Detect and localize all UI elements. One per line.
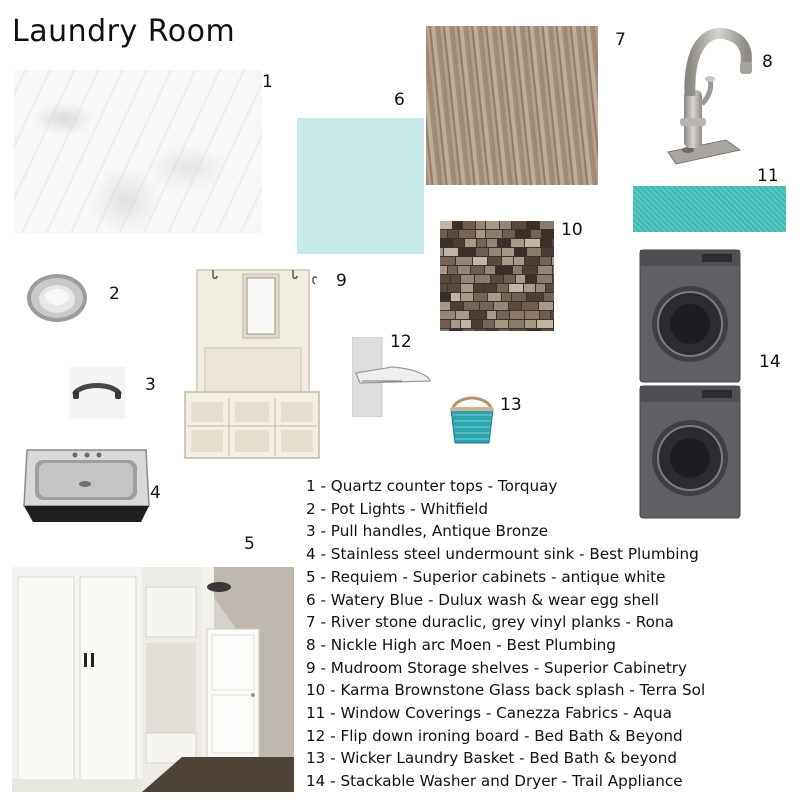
legend-item-9: 9 - Mudroom Storage shelves - Superior Cabinetry — [306, 658, 688, 677]
mosaic-tile — [497, 284, 508, 292]
mosaic-tile — [470, 311, 486, 319]
mosaic-tile — [475, 275, 490, 283]
mosaic-tile — [463, 329, 475, 331]
mosaic-tile — [552, 239, 554, 247]
mosaic-tile — [509, 284, 523, 292]
mosaic-tile — [456, 257, 472, 265]
mosaic-tile — [538, 266, 552, 274]
mosaic-tile — [440, 293, 450, 301]
mosaic-tile — [461, 284, 473, 292]
mosaic-tile — [512, 293, 526, 301]
legend-item-8: 8 - Nickle High arc Moen - Best Plumbing — [306, 635, 616, 654]
label-3: 3 — [145, 375, 156, 395]
mosaic-tile — [527, 248, 541, 256]
mosaic-tile — [500, 221, 511, 229]
mosaic-tile — [536, 284, 545, 292]
mosaic-tile — [514, 257, 524, 265]
mosaic-tile — [540, 311, 550, 319]
mosaic-tile — [464, 302, 479, 310]
label-6: 6 — [394, 90, 405, 110]
mosaic-tile — [542, 230, 554, 238]
mosaic-tile — [451, 275, 460, 283]
mosaic-tile — [524, 284, 535, 292]
mosaic-tile — [509, 320, 524, 328]
mosaic-tile — [542, 248, 553, 256]
mosaic-tile — [528, 329, 540, 331]
mosaic-tile — [497, 311, 509, 319]
mosaic-tile — [440, 230, 447, 238]
legend-item-3: 3 - Pull handles, Antique Bronze — [306, 522, 549, 541]
mosaic-tile — [476, 248, 488, 256]
mosaic-tile — [440, 257, 455, 265]
mosaic-tile — [440, 275, 450, 283]
label-1: 1 — [262, 72, 273, 92]
tile-backsplash-icon — [440, 221, 554, 331]
mosaic-tile — [495, 320, 508, 328]
paint-swatch-icon — [297, 118, 424, 254]
mosaic-tile — [444, 248, 458, 256]
mosaic-tile — [440, 266, 447, 274]
mosaic-tile — [448, 284, 460, 292]
mosaic-tile — [463, 221, 475, 229]
mosaic-tile — [511, 329, 527, 331]
mosaic-tile — [551, 311, 554, 319]
legend-item-7: 7 - River stone duraclic, grey vinyl planks - Rona — [306, 613, 674, 632]
mudroom-shelves-icon — [183, 264, 321, 462]
mosaic-tile — [525, 311, 539, 319]
label-12: 12 — [390, 332, 412, 352]
legend-item-11: 11 - Window Coverings - Canezza Fabrics - Aqua — [306, 704, 672, 723]
mosaic-tile — [451, 302, 463, 310]
mosaic-tile — [553, 266, 554, 274]
laundry-basket-icon — [447, 393, 497, 445]
mosaic-tile — [552, 257, 554, 265]
mosaic-tile — [461, 293, 473, 301]
legend-item-6: 6 - Watery Blue - Dulux wash & wear egg shell — [306, 590, 659, 609]
mosaic-tile — [485, 266, 495, 274]
mosaic-tile — [553, 275, 554, 283]
mosaic-tile — [540, 221, 554, 229]
mosaic-tile — [503, 230, 515, 238]
mosaic-tile — [525, 320, 536, 328]
mosaic-tile — [456, 311, 469, 319]
mosaic-tile — [458, 266, 470, 274]
fabric-swatch-icon — [633, 186, 786, 232]
mosaic-tile — [459, 248, 475, 256]
mosaic-tile — [461, 320, 471, 328]
legend-item-14: 14 - Stackable Washer and Dryer - Trail Appliance — [306, 772, 683, 791]
mosaic-tile — [515, 248, 526, 256]
mosaic-tile — [440, 311, 455, 319]
mosaic-tile — [504, 275, 515, 283]
legend-item-12: 12 - Flip down ironing board - Bed Bath & Beyond — [306, 726, 683, 745]
mosaic-tile — [465, 239, 476, 247]
mosaic-tile — [537, 275, 552, 283]
mosaic-tile — [522, 302, 538, 310]
sink-icon — [23, 444, 150, 524]
mosaic-tile — [473, 257, 487, 265]
label-11: 11 — [757, 166, 779, 186]
mosaic-tile — [502, 257, 513, 265]
mosaic-tile — [489, 248, 501, 256]
legend-list — [306, 475, 786, 793]
mosaic-tile — [440, 302, 450, 310]
mosaic-tile — [440, 221, 452, 229]
legend-item-1: 1 - Quartz counter tops - Torquay — [306, 477, 558, 495]
mosaic-tile — [451, 320, 460, 328]
mosaic-tile — [488, 293, 501, 301]
mosaic-tile — [494, 302, 508, 310]
mosaic-tile — [461, 275, 474, 283]
mosaic-tile — [525, 257, 539, 265]
mosaic-tile — [541, 329, 553, 331]
mosaic-tile — [516, 230, 530, 238]
mosaic-tile — [451, 293, 460, 301]
quartz-swatch-icon — [14, 70, 262, 233]
mosaic-tile — [512, 221, 526, 229]
mosaic-tile — [513, 266, 522, 274]
mosaic-tile — [527, 293, 543, 301]
mosaic-tile — [486, 221, 499, 229]
mosaic-tile — [453, 221, 462, 229]
mosaic-tile — [544, 293, 554, 301]
mosaic-tile — [440, 329, 449, 331]
label-5: 5 — [244, 534, 255, 554]
mosaic-tile — [476, 329, 487, 331]
vinyl-plank-swatch-icon — [426, 26, 598, 185]
mosaic-tile — [540, 257, 551, 265]
legend-item-4: 4 - Stainless steel undermount sink - Best Plumbing — [306, 545, 699, 564]
mosaic-tile — [474, 284, 483, 292]
mosaic-tile — [523, 266, 537, 274]
label-13: 13 — [500, 395, 522, 415]
legend-item-10: 10 - Karma Brownstone Glass back splash - Terra Sol — [306, 681, 706, 700]
mosaic-tile — [459, 230, 475, 238]
mosaic-tile — [484, 284, 496, 292]
mosaic-tile — [491, 275, 503, 283]
mosaic-tile — [502, 293, 511, 301]
mosaic-tile — [502, 248, 514, 256]
mosaic-tile — [525, 239, 540, 247]
label-4: 4 — [150, 483, 161, 503]
mosaic-tile — [440, 284, 447, 292]
label-14: 14 — [759, 352, 781, 372]
mosaic-tile — [472, 320, 482, 328]
mosaic-tile — [476, 230, 485, 238]
legend-item-5: 5 - Requiem - Superior cabinets - antique white — [306, 567, 666, 586]
mosaic-tile — [496, 266, 512, 274]
mosaic-tile — [537, 320, 553, 328]
label-10: 10 — [561, 220, 583, 240]
pull-handle-icon — [69, 367, 125, 419]
mosaic-tile — [476, 221, 485, 229]
mosaic-tile — [527, 221, 539, 229]
mosaic-tile — [546, 284, 554, 292]
cabinets-photo — [12, 567, 294, 792]
mosaic-tile — [440, 248, 443, 256]
mosaic-tile — [454, 239, 464, 247]
mosaic-tile — [440, 239, 453, 247]
mosaic-tile — [487, 239, 497, 247]
mosaic-tile — [448, 266, 457, 274]
label-7: 7 — [615, 30, 626, 50]
mosaic-tile — [509, 302, 521, 310]
mosaic-tile — [440, 320, 450, 328]
mosaic-tile — [483, 320, 494, 328]
legend-item-2: 2 - Pot Lights - Whitfield — [306, 499, 489, 518]
mosaic-tile — [488, 329, 497, 331]
pot-light-icon — [25, 273, 89, 323]
mosaic-tile — [526, 275, 536, 283]
mosaic-tile — [450, 329, 462, 331]
label-9: 9 — [336, 271, 347, 291]
mosaic-tile — [486, 230, 502, 238]
legend-item-13: 13 - Wicker Laundry Basket - Bed Bath & beyond — [306, 749, 677, 768]
mosaic-tile — [531, 230, 541, 238]
mosaic-tile — [477, 239, 486, 247]
mosaic-tile — [487, 311, 496, 319]
mosaic-tile — [480, 302, 493, 310]
mosaic-tile — [474, 293, 487, 301]
mosaic-tile — [539, 302, 553, 310]
mosaic-tile — [498, 239, 510, 247]
label-2: 2 — [109, 284, 120, 304]
mosaic-tile — [498, 329, 510, 331]
mosaic-tile — [471, 266, 484, 274]
mosaic-tile — [541, 239, 551, 247]
mosaic-tile — [510, 311, 524, 319]
mosaic-tile — [516, 275, 525, 283]
mosaic-tile — [488, 257, 501, 265]
mosaic-tile — [511, 239, 524, 247]
page-title: Laundry Room — [12, 14, 236, 49]
faucet-icon — [648, 24, 758, 166]
mosaic-tile — [448, 230, 458, 238]
label-8: 8 — [762, 52, 773, 72]
